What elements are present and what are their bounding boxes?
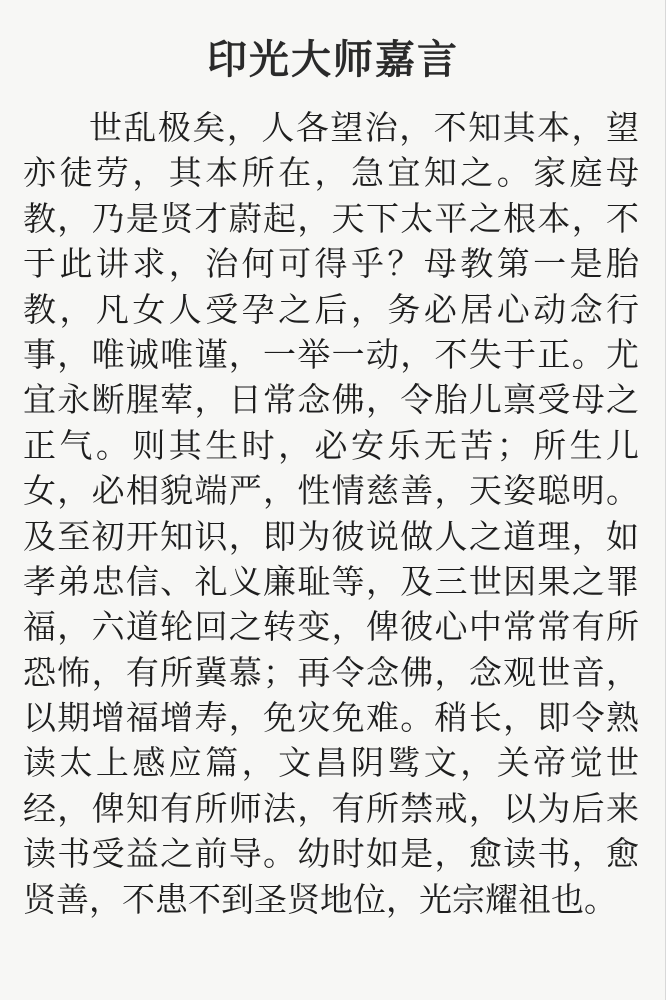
body-text (23, 105, 639, 922)
text-line: 正气。则其生时，必安乐无苦；所生儿 (23, 425, 639, 465)
text-line: 及至初开知识，即为彼说做人之道理，如 (23, 516, 639, 556)
page-title: 印光大师嘉言 (207, 37, 459, 83)
text-line: 福，六道轮回之转变，俾彼心中常常有所 (23, 607, 639, 647)
text-line: 教，凡女人受孕之后，务必居心动念行 (23, 289, 639, 329)
text-line: 事，唯诚唯谨，一举一动，不失于正。尤 (23, 334, 639, 374)
text-line: 读书受益之前导。幼时如是，愈读书，愈 (23, 834, 639, 874)
text-line: 世乱极矣，人各望治，不知其本，望 (89, 108, 639, 147)
text-line: 孝弟忠信、礼义廉耻等，及三世因果之罪 (23, 561, 639, 601)
text-line: 以期增福增寿，免灾免难。稍长，即令熟 (23, 698, 639, 738)
text-line: 女，必相貌端严，性情慈善，天姿聪明。 (23, 471, 639, 511)
text-line: 贤善，不患不到圣贤地位，光宗耀祖也。 (23, 879, 617, 919)
text-line: 宜永断腥荤，日常念佛，令胎儿禀受母之 (23, 380, 639, 420)
text-line: 恐怖，有所冀慕；再令念佛，念观世音， (23, 652, 639, 692)
text-line: 教，乃是贤才蔚起，天下太平之根本，不 (23, 198, 639, 238)
text-line: 经，俾知有所师法，有所禁戒，以为后来 (23, 788, 639, 828)
text-line: 读太上感应篇，文昌阴骘文，关帝觉世 (23, 743, 639, 783)
text-line: 于此讲求，治何可得乎？母教第一是胎 (23, 244, 639, 284)
text-line: 亦徒劳，其本所在，急宜知之。家庭母 (23, 153, 639, 193)
